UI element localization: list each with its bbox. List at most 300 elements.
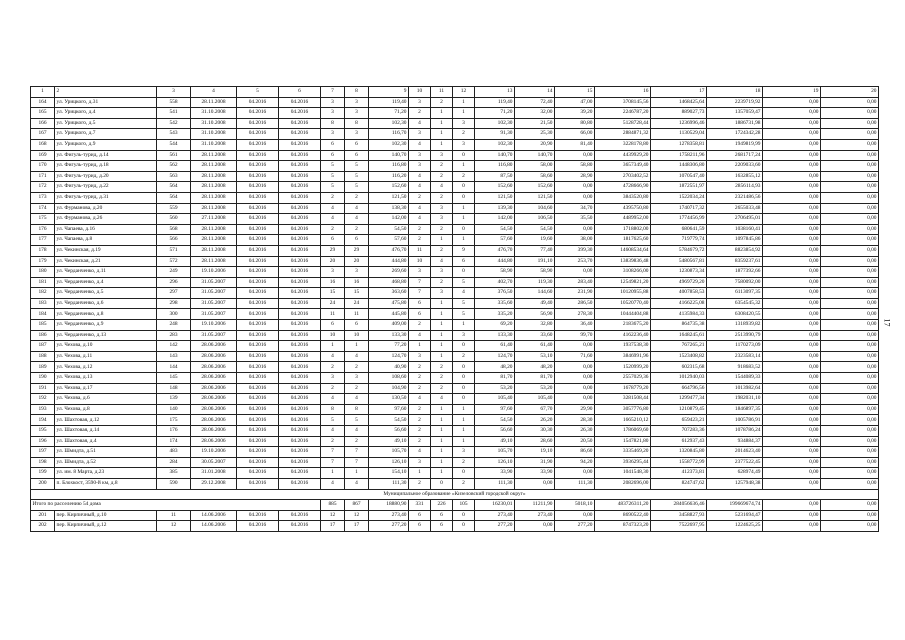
table-cell: 04.2016 bbox=[237, 129, 279, 140]
table-cell: 3708145,56 bbox=[595, 97, 651, 108]
table-cell: 2 bbox=[409, 426, 431, 437]
table-cell: 2 bbox=[409, 373, 431, 384]
table-cell: 04.2016 bbox=[279, 288, 321, 299]
table-cell: 04.2016 bbox=[237, 510, 279, 521]
table-cell: 1817625,60 bbox=[595, 235, 651, 246]
table-cell: 2 bbox=[345, 192, 369, 203]
table-cell: 4 bbox=[321, 214, 345, 225]
table-cell: 409,00 bbox=[369, 320, 409, 331]
table-cell: 56,90 bbox=[515, 309, 555, 320]
table-cell: 0,00 bbox=[763, 478, 821, 489]
table-cell: 1678779,20 bbox=[595, 383, 651, 394]
table-cell: 105,40 bbox=[475, 394, 515, 405]
table-cell: 0,00 bbox=[821, 373, 879, 384]
table-cell: 4439929,20 bbox=[595, 150, 651, 161]
table-cell: 3 bbox=[453, 139, 475, 150]
table-cell: 0,00 bbox=[763, 139, 821, 150]
table-cell: 185 bbox=[31, 320, 55, 331]
table-cell: 31.05.2007 bbox=[191, 298, 237, 309]
table-cell: ул. Фурманова, д.26 bbox=[55, 214, 157, 225]
table-cell: 3458827,93 bbox=[651, 510, 707, 521]
table-cell: 0 bbox=[453, 182, 475, 193]
table-cell: 178 bbox=[31, 245, 55, 256]
table-cell: 2 bbox=[345, 362, 369, 373]
total-cell: 284056636,46 bbox=[651, 500, 707, 511]
total-cell: 0,00 bbox=[821, 500, 879, 511]
table-cell: 6113097,35 bbox=[707, 288, 763, 299]
table-row bbox=[31, 161, 879, 172]
table-cell: 2 bbox=[453, 129, 475, 140]
table-cell: 4166225,08 bbox=[651, 298, 707, 309]
table-cell: 0,00 bbox=[763, 161, 821, 172]
table-cell: 1 bbox=[453, 203, 475, 214]
table-cell: ул. Чехова, д.13 bbox=[55, 373, 157, 384]
table-cell: 1468425,64 bbox=[651, 97, 707, 108]
table-cell: 1 bbox=[345, 468, 369, 479]
table-cell: 31.05.2007 bbox=[191, 288, 237, 299]
table-cell: 2 bbox=[409, 478, 431, 489]
table-cell: 0,00 bbox=[555, 394, 595, 405]
table-cell: 126,10 bbox=[475, 457, 515, 468]
table-cell: 121,50 bbox=[475, 192, 515, 203]
table-cell: 102,30 bbox=[369, 118, 409, 129]
table-cell: 6 bbox=[279, 87, 321, 98]
table-cell: 04.2016 bbox=[279, 118, 321, 129]
table-cell: 0,00 bbox=[763, 320, 821, 331]
table-cell: 0,00 bbox=[821, 309, 879, 320]
table-cell: 286,50 bbox=[555, 298, 595, 309]
table-cell: 12 bbox=[453, 87, 475, 98]
table-cell: 04.2016 bbox=[279, 521, 321, 532]
table-cell: 105,70 bbox=[369, 447, 409, 458]
table-cell: 8 bbox=[345, 404, 369, 415]
table-cell: 1558772,99 bbox=[651, 457, 707, 468]
table-cell: 0,00 bbox=[763, 330, 821, 341]
table-cell: 121,50 bbox=[515, 192, 555, 203]
table-cell: 1278358,81 bbox=[651, 139, 707, 150]
table-cell: 2 bbox=[431, 97, 453, 108]
table-cell: 3 bbox=[431, 214, 453, 225]
table-cell: 4 bbox=[321, 394, 345, 405]
table-cell: 2209033,60 bbox=[707, 161, 763, 172]
table-cell: 17 bbox=[345, 521, 369, 532]
total-cell: 885 bbox=[321, 500, 345, 511]
table-cell: 94,20 bbox=[555, 457, 595, 468]
page-number: 17 bbox=[882, 318, 892, 327]
table-cell: 0,00 bbox=[821, 171, 879, 182]
table-cell: 402,70 bbox=[475, 277, 515, 288]
table-cell: 1 bbox=[345, 341, 369, 352]
table-cell: ул. Чехова, д.6 bbox=[55, 394, 157, 405]
table-cell: 1130529,04 bbox=[651, 129, 707, 140]
table-cell: 181 bbox=[31, 277, 55, 288]
table-cell: 1523408,82 bbox=[651, 351, 707, 362]
table-cell: 543 bbox=[157, 129, 191, 140]
table-cell: 5 bbox=[237, 87, 279, 98]
table-cell: 659423,21 bbox=[651, 415, 707, 426]
table-cell: 04.2016 bbox=[237, 521, 279, 532]
table-cell: 3108266,00 bbox=[595, 267, 651, 278]
table-cell: 167 bbox=[31, 129, 55, 140]
table-cell: 558 bbox=[157, 97, 191, 108]
table-cell: 5 bbox=[345, 171, 369, 182]
table-cell: 97,60 bbox=[475, 404, 515, 415]
table-cell: 1 bbox=[431, 447, 453, 458]
table-cell: 475,80 bbox=[369, 298, 409, 309]
table-cell: 49,10 bbox=[369, 436, 409, 447]
table-cell: 3 bbox=[431, 150, 453, 161]
table-cell: 04.2016 bbox=[279, 447, 321, 458]
table-cell: 5 bbox=[453, 298, 475, 309]
table-cell: 0,00 bbox=[763, 309, 821, 320]
table-cell: 2856114,93 bbox=[707, 182, 763, 193]
table-cell: 483 bbox=[157, 447, 191, 458]
table-cell: 0 bbox=[453, 267, 475, 278]
table-cell: 04.2016 bbox=[279, 97, 321, 108]
table-cell: 49,40 bbox=[515, 298, 555, 309]
table-cell: 4969729,20 bbox=[651, 277, 707, 288]
table-cell: 6 bbox=[321, 235, 345, 246]
table-cell: 20 bbox=[321, 256, 345, 267]
table-cell: 1886731,98 bbox=[707, 118, 763, 129]
table-cell: 143 bbox=[157, 351, 191, 362]
table-cell: 0,00 bbox=[821, 351, 879, 362]
table-row bbox=[31, 245, 879, 256]
table-cell: 04.2016 bbox=[279, 192, 321, 203]
table-cell: 0,00 bbox=[763, 288, 821, 299]
table-cell: 04.2016 bbox=[279, 373, 321, 384]
table-cell: 34,70 bbox=[555, 203, 595, 214]
table-cell: 4 bbox=[409, 118, 431, 129]
table-cell: 04.2016 bbox=[237, 298, 279, 309]
table-row bbox=[31, 404, 879, 415]
table-cell: 38,00 bbox=[555, 235, 595, 246]
table-cell: 2 bbox=[431, 171, 453, 182]
table-cell: 542 bbox=[157, 118, 191, 129]
table-cell: 28.11.2008 bbox=[191, 182, 237, 193]
table-row bbox=[31, 256, 879, 267]
table-cell: ул. Урицкого, д.31 bbox=[55, 97, 157, 108]
table-cell: 6 bbox=[431, 510, 453, 521]
table-cell: 111,30 bbox=[475, 478, 515, 489]
table-cell: 4 bbox=[409, 447, 431, 458]
table-cell: 1 bbox=[431, 235, 453, 246]
table-cell: 6 bbox=[345, 139, 369, 150]
table-cell: 102,30 bbox=[475, 139, 515, 150]
table-row bbox=[31, 182, 879, 193]
table-cell: 2 bbox=[409, 320, 431, 331]
table-cell: 04.2016 bbox=[237, 330, 279, 341]
table-cell: 8690522,40 bbox=[595, 510, 651, 521]
table-cell: 28.11.2008 bbox=[191, 235, 237, 246]
table-cell: 104,60 bbox=[515, 203, 555, 214]
table-cell: ул. Шахтовая, д.12 bbox=[55, 415, 157, 426]
table-cell: 04.2016 bbox=[279, 436, 321, 447]
table-row bbox=[31, 521, 879, 532]
table-cell: 2 bbox=[431, 362, 453, 373]
table-cell: 189 bbox=[31, 362, 55, 373]
table-cell: 1 bbox=[431, 426, 453, 437]
table-cell: 1299477,34 bbox=[651, 394, 707, 405]
table-cell: 5784679,72 bbox=[651, 245, 707, 256]
table-cell: 04.2016 bbox=[279, 267, 321, 278]
table-row bbox=[31, 510, 879, 521]
table-cell: 0,00 bbox=[763, 394, 821, 405]
table-cell: 102,30 bbox=[369, 139, 409, 150]
table-cell: 54,50 bbox=[475, 224, 515, 235]
table-cell: 7 bbox=[321, 87, 345, 98]
table-cell: 6 bbox=[409, 521, 431, 532]
table-cell: 7 bbox=[345, 457, 369, 468]
table-cell: 04.2016 bbox=[237, 362, 279, 373]
table-cell: 8359237,61 bbox=[707, 256, 763, 267]
table-cell: 0,00 bbox=[821, 362, 879, 373]
table-cell: 2239719,92 bbox=[707, 97, 763, 108]
table-cell: 1170273,09 bbox=[707, 341, 763, 352]
table-cell: 0,00 bbox=[821, 277, 879, 288]
table-cell: 0,00 bbox=[821, 415, 879, 426]
table-cell: 4 bbox=[345, 478, 369, 489]
table-cell: 566 bbox=[157, 235, 191, 246]
table-cell: 0,00 bbox=[821, 214, 879, 225]
table-cell: 10120955,88 bbox=[595, 288, 651, 299]
table-cell: 04.2016 bbox=[237, 478, 279, 489]
table-cell: 1522034,24 bbox=[651, 192, 707, 203]
table-cell: 28.06.2006 bbox=[191, 415, 237, 426]
table-cell: 04.2016 bbox=[237, 394, 279, 405]
table-cell: 571 bbox=[157, 245, 191, 256]
table-cell: 2557029,36 bbox=[595, 373, 651, 384]
table-cell: 7 bbox=[409, 277, 431, 288]
table-cell: 0,00 bbox=[763, 415, 821, 426]
table-cell: 04.2016 bbox=[279, 383, 321, 394]
table-cell: 31.10.2008 bbox=[191, 139, 237, 150]
table-cell: 108,60 bbox=[369, 373, 409, 384]
table-cell: 0,00 bbox=[763, 129, 821, 140]
table-cell: 277,20 bbox=[555, 521, 595, 532]
table-cell: 3 bbox=[157, 87, 191, 98]
table-cell: 680641,59 bbox=[651, 224, 707, 235]
table-cell: 0,00 bbox=[555, 150, 595, 161]
table-cell: 0,00 bbox=[763, 150, 821, 161]
table-cell: 26,20 bbox=[515, 415, 555, 426]
table-cell: 2 bbox=[431, 373, 453, 384]
table-cell: 3936295,44 bbox=[595, 457, 651, 468]
table-cell: 14608534,64 bbox=[595, 245, 651, 256]
table-cell: 0,00 bbox=[821, 394, 879, 405]
table-cell: 201 bbox=[31, 510, 55, 521]
table-cell: 2 bbox=[321, 436, 345, 447]
table-cell: 1724342,28 bbox=[707, 129, 763, 140]
table-cell: 56,60 bbox=[475, 426, 515, 437]
table-cell: 4395750,80 bbox=[595, 203, 651, 214]
table-cell: 298 bbox=[157, 298, 191, 309]
table-row bbox=[31, 139, 879, 150]
table-cell: 200 bbox=[31, 478, 55, 489]
table-cell: 0 bbox=[453, 521, 475, 532]
table-cell: 10 bbox=[321, 330, 345, 341]
table-cell: 5231694,47 bbox=[707, 510, 763, 521]
table-cell: 116,70 bbox=[369, 129, 409, 140]
table-cell: 57,60 bbox=[369, 235, 409, 246]
table-cell: 0,00 bbox=[821, 510, 879, 521]
table-cell: 1 bbox=[431, 404, 453, 415]
table-cell: 193 bbox=[31, 404, 55, 415]
table-cell: 4 bbox=[409, 394, 431, 405]
table-cell: 04.2016 bbox=[279, 214, 321, 225]
table-cell: 0,00 bbox=[821, 447, 879, 458]
table-cell: 3 bbox=[431, 267, 453, 278]
table-cell: 20,50 bbox=[555, 436, 595, 447]
table-cell: 1070547,40 bbox=[651, 171, 707, 182]
table-cell: ул. Черданченко, д.13 bbox=[55, 330, 157, 341]
table-row bbox=[31, 267, 879, 278]
table-cell: 04.2016 bbox=[237, 214, 279, 225]
table-cell: 2246787,20 bbox=[595, 108, 651, 119]
table-cell: 133,30 bbox=[475, 330, 515, 341]
table-cell: 9 bbox=[453, 245, 475, 256]
table-cell: 35,50 bbox=[555, 214, 595, 225]
table-cell: 28,60 bbox=[515, 436, 555, 447]
table-cell: 1012940,03 bbox=[651, 373, 707, 384]
table-cell: 0,00 bbox=[555, 267, 595, 278]
table-cell: 1 bbox=[431, 139, 453, 150]
table-cell: 28.11.2008 bbox=[191, 150, 237, 161]
table-cell: 04.2016 bbox=[279, 203, 321, 214]
table-cell: 6 bbox=[409, 309, 431, 320]
table-cell: ул. Шмидта, д.51 bbox=[55, 447, 157, 458]
table-cell: 12 bbox=[345, 510, 369, 521]
table-cell: ул. Чехова, д.12 bbox=[55, 362, 157, 373]
table-cell: 4007858,53 bbox=[651, 288, 707, 299]
table-cell: 31.05.2007 bbox=[191, 309, 237, 320]
table-cell: 04.2016 bbox=[237, 457, 279, 468]
total-row bbox=[31, 500, 879, 511]
table-cell: 0,00 bbox=[555, 362, 595, 373]
table-cell: 04.2016 bbox=[279, 351, 321, 362]
table-cell: 2 bbox=[431, 161, 453, 172]
table-cell: 1236996,46 bbox=[651, 118, 707, 129]
table-cell: 1 bbox=[431, 118, 453, 129]
table-cell: ул. Черданченко, д.4 bbox=[55, 277, 157, 288]
table-cell: 69,20 bbox=[475, 320, 515, 331]
table-cell: 283,40 bbox=[555, 277, 595, 288]
table-cell: 0,00 bbox=[763, 235, 821, 246]
table-cell: 26,30 bbox=[555, 426, 595, 437]
table-cell: 6 bbox=[431, 521, 453, 532]
table-cell: 18 bbox=[707, 87, 763, 98]
table-cell: 2 bbox=[409, 436, 431, 447]
table-cell: 4 bbox=[191, 87, 237, 98]
table-cell: 1758211,96 bbox=[651, 150, 707, 161]
table-cell: 31.01.2008 bbox=[191, 468, 237, 479]
table-cell: 2014623,40 bbox=[707, 447, 763, 458]
table-cell: 173 bbox=[31, 192, 55, 203]
table-cell: 0,00 bbox=[515, 521, 555, 532]
table-cell: 3 bbox=[409, 97, 431, 108]
table-cell: 0 bbox=[453, 383, 475, 394]
table-row bbox=[31, 277, 879, 288]
table-cell: ул. Шахтовая, д.14 bbox=[55, 426, 157, 437]
table-cell: 0,00 bbox=[821, 404, 879, 415]
table-cell: 602315,68 bbox=[651, 362, 707, 373]
table-cell: 468,80 bbox=[369, 277, 409, 288]
table-cell: 04.2016 bbox=[237, 267, 279, 278]
table-cell: 1544089,33 bbox=[707, 373, 763, 384]
table-cell: 04.2016 bbox=[237, 436, 279, 447]
table-cell: 1 bbox=[321, 341, 345, 352]
total-cell: 483726311,20 bbox=[595, 500, 651, 511]
table-cell: 2 bbox=[321, 362, 345, 373]
table-cell: ул. им. 8 Марта, д.23 bbox=[55, 468, 157, 479]
table-cell: 5480567,81 bbox=[651, 256, 707, 267]
table-cell: 198 bbox=[31, 457, 55, 468]
table-cell: 0,00 bbox=[821, 436, 879, 447]
table-cell: 0,00 bbox=[821, 192, 879, 203]
table-cell: 1774456,99 bbox=[651, 214, 707, 225]
table-header-row bbox=[31, 87, 879, 98]
table-cell: 04.2016 bbox=[279, 108, 321, 119]
table-cell: 2 bbox=[345, 383, 369, 394]
table-cell: 29.12.2008 bbox=[191, 478, 237, 489]
table-cell: 278,30 bbox=[555, 309, 595, 320]
table-cell: 04.2016 bbox=[237, 150, 279, 161]
table-cell: 273,40 bbox=[475, 510, 515, 521]
table-cell: 0,00 bbox=[821, 288, 879, 299]
table-cell: 86,60 bbox=[555, 447, 595, 458]
table-cell: 0,00 bbox=[763, 510, 821, 521]
table-cell: 0 bbox=[453, 373, 475, 384]
table-cell: 1318939,82 bbox=[707, 320, 763, 331]
table-cell: ул. Черданченко, д.8 bbox=[55, 309, 157, 320]
table-cell: 1740717,32 bbox=[651, 203, 707, 214]
table-cell: 5 bbox=[345, 161, 369, 172]
table-cell: ул. Шмидта, д.52 bbox=[55, 457, 157, 468]
table-cell: 2 bbox=[345, 224, 369, 235]
table-cell: 277,20 bbox=[475, 521, 515, 532]
table-cell: 139 bbox=[157, 394, 191, 405]
table-cell: 04.2016 bbox=[237, 171, 279, 182]
table-cell: 2 bbox=[453, 171, 475, 182]
table-row bbox=[31, 214, 879, 225]
table-cell: 4 bbox=[321, 426, 345, 437]
table-cell: 47,00 bbox=[555, 97, 595, 108]
table-cell: 04.2016 bbox=[279, 330, 321, 341]
table-cell: 53,20 bbox=[515, 383, 555, 394]
table-cell: 253,70 bbox=[555, 256, 595, 267]
table-cell: 168 bbox=[31, 139, 55, 150]
table-cell: 0 bbox=[453, 341, 475, 352]
table-cell: 1005786,91 bbox=[707, 415, 763, 426]
table-row bbox=[31, 341, 879, 352]
table-cell: 04.2016 bbox=[237, 235, 279, 246]
table-cell: 04.2016 bbox=[279, 426, 321, 437]
table-row bbox=[31, 362, 879, 373]
table-cell: 49,10 bbox=[475, 436, 515, 447]
table-cell: ул. Чехова, д.10 bbox=[55, 341, 157, 352]
table-cell: 29 bbox=[321, 245, 345, 256]
table-cell: 174 bbox=[157, 436, 191, 447]
table-cell: 628974,49 bbox=[707, 468, 763, 479]
table-cell: 1982031,10 bbox=[707, 394, 763, 405]
table-cell: 20 bbox=[821, 87, 879, 98]
table-cell: 13 bbox=[475, 87, 515, 98]
table-cell: 04.2016 bbox=[279, 457, 321, 468]
table-cell: 28.11.2008 bbox=[191, 97, 237, 108]
table-cell: 934884,37 bbox=[707, 436, 763, 447]
table-cell: 133,30 bbox=[369, 330, 409, 341]
table-cell: 4 bbox=[321, 203, 345, 214]
